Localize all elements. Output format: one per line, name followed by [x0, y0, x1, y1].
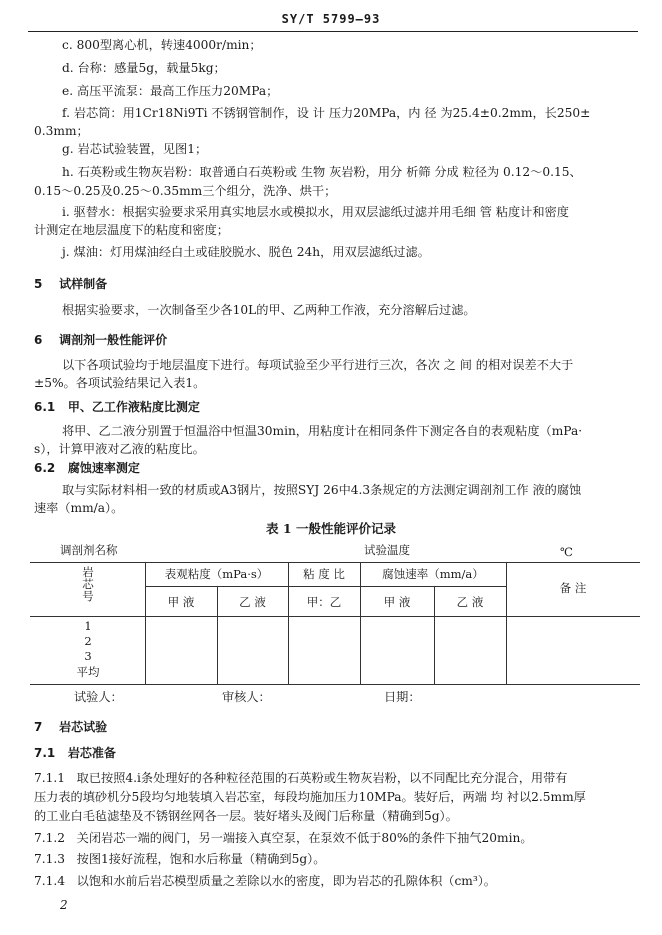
table-row: 2 [84, 634, 92, 648]
section-5-text: 根据实验要求，一次制备至少各10L的甲、乙两种工作液，充分溶解后过滤。 [62, 303, 476, 317]
section-5-title: 试样制备 [59, 277, 108, 291]
section-6-1-number: 6.1 [34, 400, 56, 414]
section-6-2-para-line2: 速率（mm/a）。 [34, 501, 124, 515]
section-7-1-title: 岩芯准备 [67, 746, 116, 760]
test-temp-label: 试验温度 [364, 543, 410, 557]
temp-unit: ℃ [560, 545, 573, 559]
section-7-title: 岩芯试验 [59, 720, 108, 734]
col-corrosion-rate: 腐蚀速率（mm/a） [382, 567, 484, 581]
section-6-2-heading [34, 461, 140, 476]
section-7-number: 7 [34, 720, 43, 734]
section-6-para-line2: ±5%。各项试验结果记入表1。 [34, 376, 206, 390]
tester-label: 试验人： [74, 690, 123, 704]
col-viscosity-ratio: 粘 度 比 [303, 567, 345, 581]
section-7-1-3-text: 按图1接好流程，饱和水后称量（精确到5g）。 [76, 852, 326, 866]
item-i-line1: i. 驱替水：根据实验要求采用真实地层水或模拟水，用双层滤纸过滤并用毛细 管 粘度计和密度 [62, 205, 569, 219]
item-c: c. 800型离心机，转速4000r/min； [62, 38, 262, 52]
section-7-1-3-number: 7.1.3 [34, 852, 66, 866]
section-7-1-heading [34, 746, 116, 761]
section-5-heading [34, 277, 107, 292]
col-apparent-viscosity: 表观粘度（mPa·s） [164, 567, 269, 581]
reviewer-label: 审核人： [222, 690, 271, 704]
section-6-1-para-line2: s），计算甲液对乙液的粘度比。 [34, 442, 205, 456]
section-6-2-number: 6.2 [34, 461, 56, 475]
section-7-1-1-line2: 压力表的填砂机分5段均匀地装填入岩芯室，每段均施加压力10MPa。装好后，两端 均 衬以2.5mm厚 [34, 790, 586, 804]
section-6-2-para-line1: 取与实际材料相一致的材质或A3钢片，按照SYJ 26中4.3条规定的方法测定调剖剂工作 液的腐蚀 [62, 483, 582, 497]
section-7-1-4-text: 以饱和水前后岩芯模型质量之差除以水的密度，即为岩芯的孔隙体积（cm³）。 [76, 874, 496, 888]
page-number: 2 [60, 898, 68, 912]
section-7-1-1-line1 [34, 771, 567, 786]
section-7-1-4-number: 7.1.4 [34, 874, 66, 888]
section-7-1-1-line3: 的工业白毛毡滤垫及不锈钢丝网各一层。装好堵头及阀门后称量（精确到5g）。 [34, 809, 458, 823]
section-6-title: 调剖剂一般性能评价 [59, 333, 168, 347]
sub-viscosity-jia: 甲 液 [167, 595, 195, 609]
standard-header: SY/T 5799—93 [281, 12, 381, 26]
section-7-1-3 [34, 852, 325, 867]
date-label: 日期： [384, 690, 421, 704]
section-5-number: 5 [34, 277, 43, 291]
section-7-1-4 [34, 874, 496, 889]
section-7-1-1-text: 取已按照4.i条处理好的各种粒径范围的石英粉或生物灰岩粉，以不同配比充分混合，用带有 [76, 771, 568, 785]
item-f-line1: f. 岩芯筒：用1Cr18Ni9Ti 不锈钢管制作，设 计 压力20MPa，内 径 为25.4±0.2mm，长250± [62, 106, 591, 120]
table-row: 1 [84, 619, 92, 633]
col-remark: 备 注 [559, 581, 587, 595]
header-rule [28, 31, 638, 32]
section-6-number: 6 [34, 333, 43, 347]
table-row: 平均 [76, 665, 100, 679]
section-6-1-title: 甲、乙工作液粘度比测定 [67, 400, 200, 414]
agent-name-label: 调剖剂名称 [60, 543, 118, 557]
item-j: j. 煤油：灯用煤油经白土或硅胶脱水、脱色 24h，用双层滤纸过滤。 [62, 245, 430, 259]
item-d: d. 台称：感量5g，载量5kg； [62, 61, 226, 75]
item-g: g. 岩芯试验装置，见图1； [62, 142, 208, 156]
section-7-1-number: 7.1 [34, 746, 56, 760]
section-6-para-line1: 以下各项试验均于地层温度下进行。每项试验至少平行进行三次，各次 之 间 的相对误差不大于 [62, 358, 574, 372]
section-7-heading [34, 720, 107, 735]
col-core-number: 岩 芯 号 [82, 565, 94, 603]
table-1-title: 表 1 一般性能评价记录 [266, 521, 396, 536]
item-i-line2: 计测定在地层温度下的粘度和密度； [34, 223, 229, 237]
section-7-1-1-number: 7.1.1 [34, 771, 66, 785]
section-7-1-2 [34, 831, 533, 846]
section-7-1-2-number: 7.1.2 [34, 831, 66, 845]
item-h-line1: h. 石英粉或生物灰岩粉：取普通白石英粉或 生物 灰岩粉，用分 析筛 分成 粒径为 0.12～0.15、 [62, 165, 582, 179]
item-e: e. 高压平流泵：最高工作压力20MPa； [62, 84, 279, 98]
table-row: 3 [84, 649, 92, 663]
section-6-2-title: 腐蚀速率测定 [67, 461, 140, 475]
item-f-line2: 0.3mm； [34, 124, 89, 138]
section-6-heading [34, 333, 167, 348]
section-6-1-para-line1: 将甲、乙二液分别置于恒温浴中恒温30min，用粘度计在相同条件下测定各自的表观粘度（mPa· [62, 424, 583, 438]
item-h-line2: 0.15～0.25及0.25～0.35mm三个组分，洗净、烘干； [34, 184, 337, 198]
sub-corrosion-yi: 乙 液 [456, 595, 484, 609]
section-7-1-2-text: 关闭岩芯一端的阀门，另一端接入真空泵，在泵效不低于80%的条件下抽气20min。 [76, 831, 533, 845]
sub-ratio: 甲：乙 [306, 595, 342, 609]
section-6-1-heading [34, 400, 200, 415]
sub-corrosion-jia: 甲 液 [383, 595, 411, 609]
evaluation-table [30, 534, 640, 688]
sub-viscosity-yi: 乙 液 [239, 595, 266, 609]
